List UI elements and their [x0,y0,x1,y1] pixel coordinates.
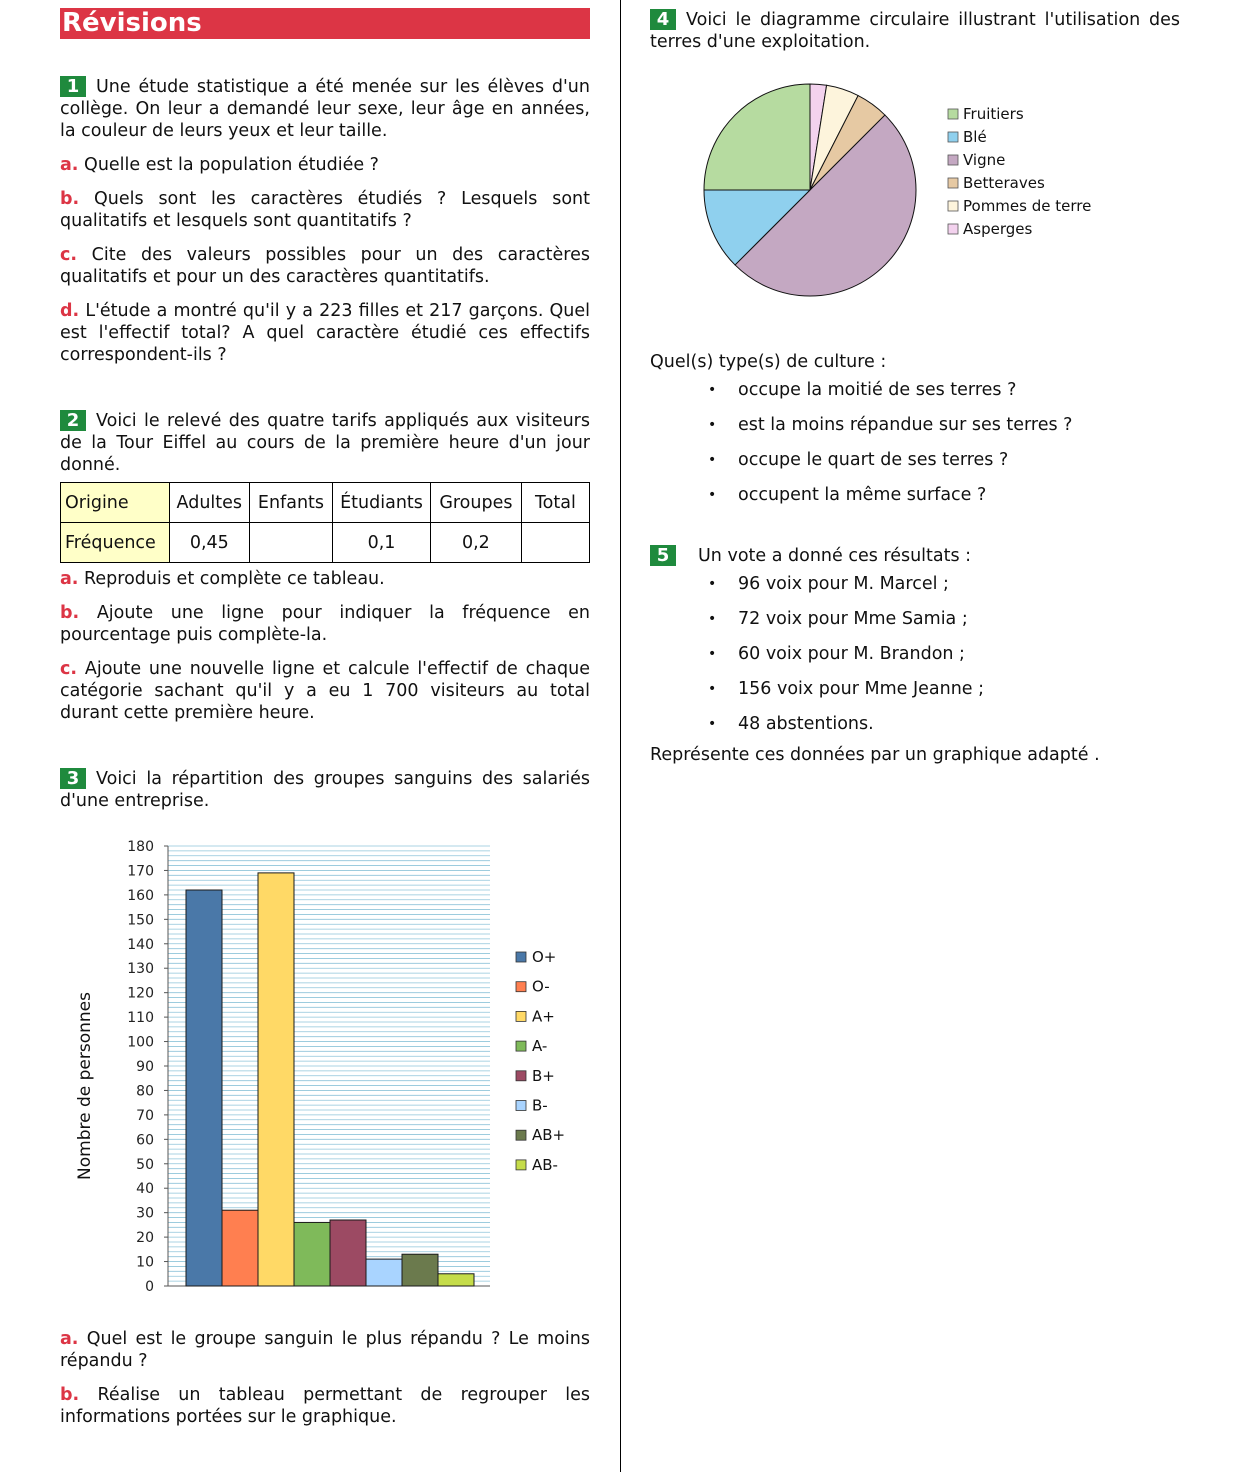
table-cell: Fréquence [61,523,170,563]
legend-swatch [516,1071,526,1081]
legend-swatch [948,109,958,119]
legend-swatch [948,155,958,165]
bar-B+ [330,1220,366,1286]
y-tick-label: 100 [127,1034,154,1051]
y-tick-label: 110 [127,1010,154,1027]
question: a. Quel est le groupe sanguin le plus répandu ? Le moins répandu ? [60,1329,590,1371]
table-cell: Groupes [431,483,522,523]
y-tick-label: 90 [136,1059,154,1075]
question: d. L'étude a montré qu'il y a 223 filles et 217 garçons. Quel est l'effectif total? A quel caractère étudié ces effectifs correspondent-ils ? [60,301,590,365]
right-column [650,8,1180,766]
exercise-number: 5 [650,545,676,566]
y-tick-label: 60 [136,1132,154,1149]
legend-swatch [516,1101,526,1111]
table-cell: Total [521,483,589,523]
exercise-2-intro: 2 Voici le relevé des quatre tarifs appliqués aux visiteurs de la Tour Eiffel au cours de la première heure d'un jour donné. [60,410,590,475]
legend-label: Vigne [963,151,1006,169]
legend-swatch [516,982,526,992]
frequency-table [60,482,590,563]
list-item: • occupe le quart de ses terres ? [650,443,1180,478]
legend-label: Fruitiers [963,105,1024,123]
bar-O+ [186,890,222,1286]
exercise-number: 1 [60,76,86,97]
question: b. Réalise un tableau permettant de regrouper les informations portées sur le graphique. [60,1385,590,1427]
bar-B- [366,1259,402,1286]
y-tick-label: 30 [136,1205,154,1222]
exercise-5-list [650,567,1180,742]
question: b. Ajoute une ligne pour indiquer la fréquence en pourcentage puis complète-la. [60,603,590,645]
bar-AB+ [402,1254,438,1286]
legend-label: B+ [532,1066,555,1085]
list-item: • occupe la moitié de ses terres ? [650,373,1180,408]
table-cell: Enfants [249,483,332,523]
list-item: • 156 voix pour Mme Jeanne ; [650,672,1180,707]
exercise-5 [650,545,1180,766]
page-title: Révisions [60,8,590,39]
bar-O- [222,1210,258,1286]
exercise-3 [60,768,590,1428]
bar-A- [294,1222,330,1286]
blood-group-bar-chart [60,824,590,1304]
y-tick-label: 170 [127,863,154,880]
table-row [61,523,590,563]
y-tick-label: 20 [136,1230,154,1247]
exercise-number: 3 [60,768,86,789]
y-tick-label: 180 [127,839,154,855]
y-tick-label: 0 [145,1279,154,1295]
legend-label: O- [532,977,550,996]
bar-A+ [258,873,294,1286]
exercise-1 [60,76,590,366]
legend-swatch [516,1160,526,1170]
table-cell: Adultes [169,483,249,523]
legend-label: O+ [532,948,557,966]
exercise-number: 4 [650,9,676,30]
exercise-2 [60,410,590,724]
y-tick-label: 80 [136,1083,154,1100]
question: a. Reproduis et complète ce tableau. [60,569,385,589]
exercise-number: 2 [60,410,86,431]
list-item: • est la moins répandue sur ses terres ? [650,408,1180,443]
legend-swatch [948,178,958,188]
list-item: • 48 abstentions. [650,707,1180,742]
y-tick-label: 120 [127,985,154,1002]
list-item: • 60 voix pour M. Brandon ; [650,637,1180,672]
y-tick-label: 160 [127,887,154,904]
column-divider [620,0,621,1472]
exercise-4-question: Quel(s) type(s) de culture : [650,352,887,372]
table-cell: Étudiants [333,483,431,523]
question: c. Ajoute une nouvelle ligne et calcule l'effectif de chaque catégorie sachant qu'il y a eu 1 700 visiteurs au total durant cette première heure. [60,659,590,723]
exercise-3-intro: 3 Voici la répartition des groupes sanguins des salariés d'une entreprise. [60,768,590,811]
legend-label: Betteraves [963,174,1045,192]
y-tick-label: 50 [136,1156,154,1173]
legend-label: Pommes de terre [963,197,1092,215]
exercise-4-list [650,373,1180,513]
table-row [61,483,590,523]
list-item: • 96 voix pour M. Marcel ; [650,567,1180,602]
table-cell: 0,45 [169,523,249,563]
slice-fruitiers [704,84,810,190]
y-tick-label: 40 [136,1181,154,1198]
exercise-1-intro: 1 Une étude statistique a été menée sur les élèves d'un collège. On leur a demandé leur sexe, leur âge en années, la couleur de leurs yeux et leur taille. [60,76,590,141]
question: c. Cite des valeurs possibles pour un des caractères qualitatifs et pour un des caractères quantitatifs. [60,245,590,287]
list-item: • occupent la même surface ? [650,478,1180,513]
legend-label: B- [532,1096,548,1115]
y-tick-label: 150 [127,912,154,929]
exercise-5-intro: 5 Un vote a donné ces résultats : [650,545,1180,567]
left-column [60,8,590,1428]
legend-swatch [948,201,958,211]
legend-label: Asperges [963,220,1033,238]
table-cell: Origine [61,483,170,523]
list-item: • 72 voix pour Mme Samia ; [650,602,1180,637]
y-tick-label: 130 [127,961,154,978]
bar-AB- [438,1274,474,1286]
legend-swatch [516,1011,526,1021]
legend-swatch [948,132,958,142]
exercise-5-conclusion: Représente ces données par un graphique adapté . [650,745,1100,765]
legend-label: Blé [963,128,987,146]
legend-label: A- [532,1037,548,1056]
table-cell [521,523,589,563]
table-cell [249,523,332,563]
land-use-pie-chart [650,65,1180,315]
legend-label: AB- [532,1155,558,1174]
legend-label: A+ [532,1007,555,1026]
table-cell: 0,1 [333,523,431,563]
y-tick-label: 70 [136,1107,154,1124]
y-tick-label: 10 [136,1254,154,1271]
legend-swatch [948,224,958,234]
exercise-4 [650,9,1180,513]
exercise-4-intro: 4 Voici le diagramme circulaire illustrant l'utilisation des terres d'une exploitation. [650,9,1180,52]
legend-swatch [516,1041,526,1051]
legend-label: AB+ [532,1126,566,1145]
table-cell: 0,2 [431,523,522,563]
legend-swatch [516,1130,526,1140]
y-axis-label: Nombre de personnes [75,992,95,1180]
y-tick-label: 140 [127,936,154,953]
question: b. Quels sont les caractères étudiés ? Lesquels sont qualitatifs et lesquels sont quantitatifs ? [60,189,590,231]
question: a. Quelle est la population étudiée ? [60,155,379,175]
legend-swatch [516,952,526,962]
